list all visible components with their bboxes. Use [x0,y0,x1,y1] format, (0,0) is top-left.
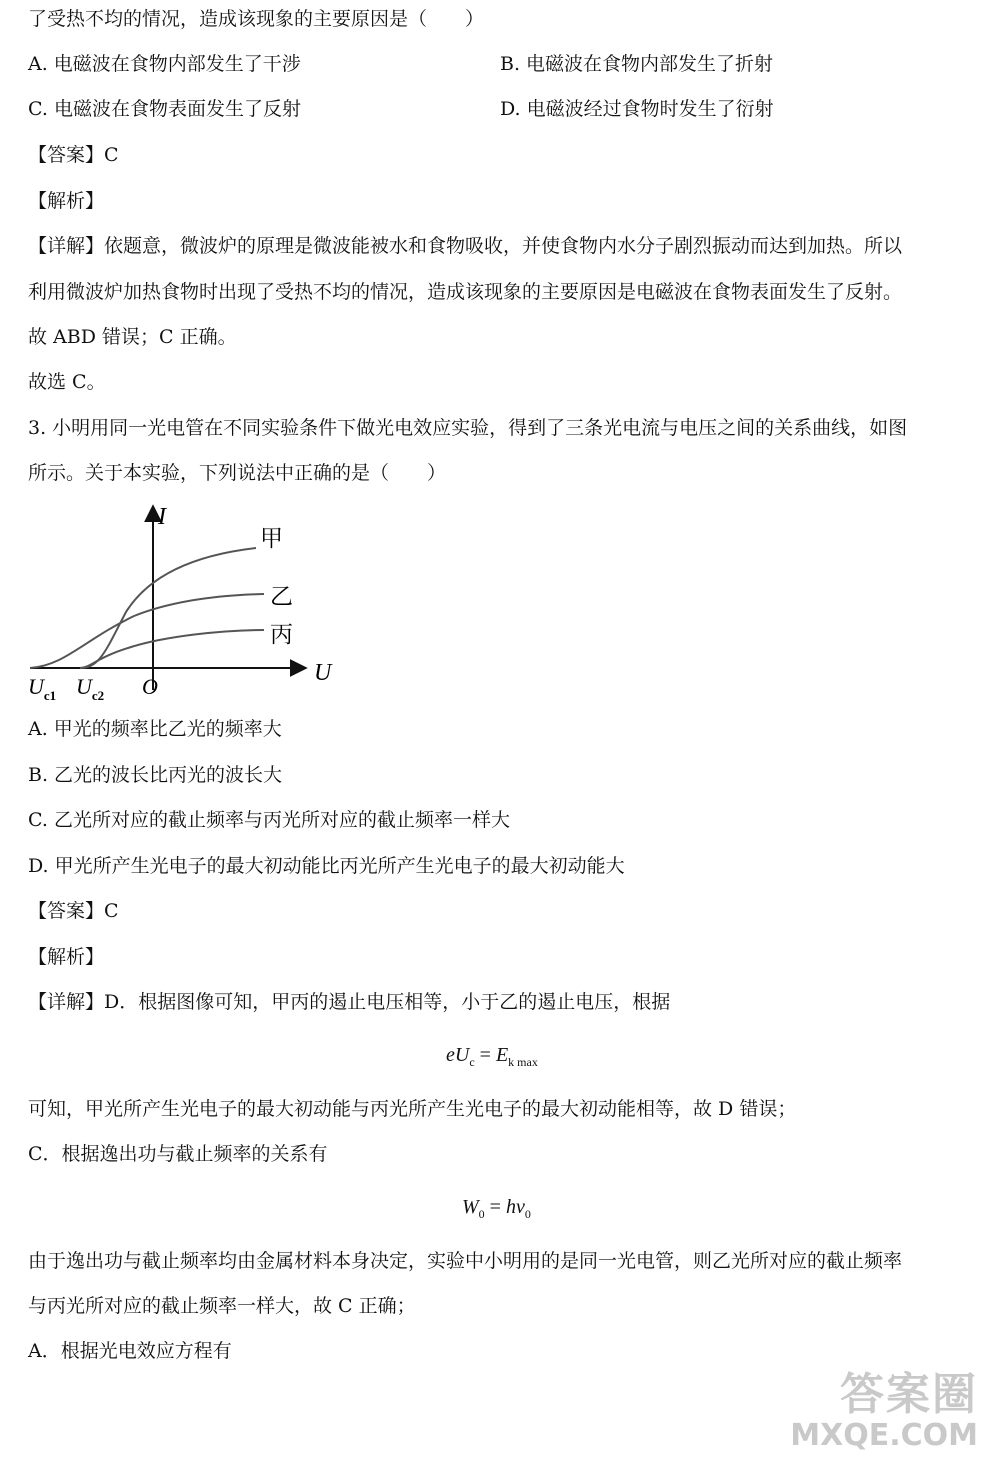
origin-label: O [142,674,158,699]
site-watermark [790,1371,978,1453]
q3-option-d: D. 甲光所产生光电子的最大初动能比丙光所产生光电子的最大初动能大 [28,855,625,877]
q2-stem-tail: 了受热不均的情况，造成该现象的主要原因是（ ） [28,8,485,30]
q3-option-b: B. 乙光的波长比丙光的波长大 [28,764,283,786]
curve-label-bing: 丙 [270,622,293,647]
curve-label-yi: 乙 [270,584,293,609]
q3-conclusion-c-line-2: 与丙光所对应的截止频率一样大，故 C 正确； [28,1295,416,1317]
q3-answer: 【答案】C [28,900,119,922]
watermark-logo-text: 答案圈 [840,1369,978,1420]
q2-detail-line-4: 故选 C。 [28,371,106,393]
q2-detail-line-3: 故 ABD 错误；C 正确。 [28,326,237,348]
q3-conclusion-c-line-1: 由于逸出功与截止频率均由金属材料本身决定，实验中小明用的是同一光电管，则乙光所对应的截止频率 [28,1250,903,1272]
q2-option-b: B. 电磁波在食物内部发生了折射 [500,53,774,75]
q3-option-a: A. 甲光的频率比乙光的频率大 [28,718,282,740]
curve-jia [80,548,256,668]
curve-bing [80,630,264,668]
x-axis-label: U [314,660,332,686]
formula-work-function: $W_0 = h\nu_0$ [462,1196,531,1221]
q2-detail-line-2: 利用微波炉加热食物时出现了受热不均的情况，造成该现象的主要原因是电磁波在食物表面发生了反射。 [28,281,903,303]
photoelectric-iv-graph [24,500,344,710]
q3-detail-c: C．根据逸出功与截止频率的关系有 [28,1143,328,1165]
q3-option-c: C. 乙光所对应的截止频率与丙光所对应的截止频率一样大 [28,809,510,831]
q3-stem-line-1: 3. 小明用同一光电管在不同实验条件下做光电效应实验，得到了三条光电流与电压之间的关系曲线，如图 [28,417,908,439]
q2-option-a: A. 电磁波在食物内部发生了干涉 [28,53,301,75]
q3-stem-line-2: 所示。关于本实验，下列说法中正确的是（ ） [28,462,447,484]
q3-detail-a: A．根据光电效应方程有 [28,1340,232,1362]
y-axis-label: I [158,504,166,530]
q2-option-d: D. 电磁波经过食物时发生了衍射 [500,98,774,120]
q2-analysis-heading: 【解析】 [28,190,105,212]
q2-detail-line-1: 【详解】依题意，微波炉的原理是微波能被水和食物吸收，并使食物内水分子剧烈振动而达到加热。所以 [28,235,903,257]
curve-label-jia: 甲 [260,526,283,551]
watermark-domain: MXQE.COM [790,1418,978,1453]
q3-analysis-heading: 【解析】 [28,946,105,968]
q3-detail-d: 【详解】D．根据图像可知，甲丙的遏止电压相等，小于乙的遏止电压，根据 [28,991,671,1013]
uc1-label: $U_{c1}$ [28,674,57,703]
q2-answer: 【答案】C [28,144,119,166]
q3-conclusion-d: 可知，甲光所产生光电子的最大初动能与丙光所产生光电子的最大初动能相等，故 D 错误； [28,1098,797,1120]
q2-option-c: C. 电磁波在食物表面发生了反射 [28,98,301,120]
uc2-label: $U_{c2}$ [76,674,105,703]
formula-stopping-voltage: $eU_c = E_{k max}$ [446,1044,538,1069]
